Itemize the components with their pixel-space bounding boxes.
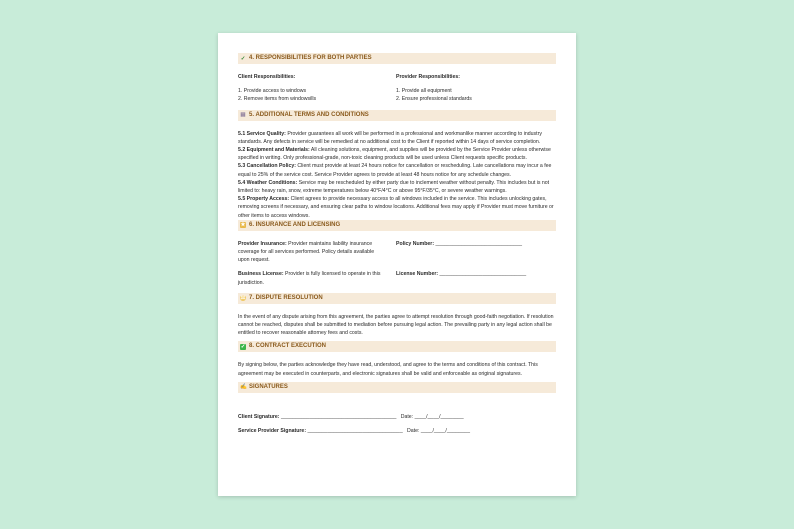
clause-5-2 — [238, 146, 556, 162]
dispute-resolution-text: In the event of any dispute arising from this agreement, the parties agree to attempt resolution through good-faith negotiation. If resolution cannot be reached, disputes shall be submitted to mediation before pursuing legal action. The prevailing party in any legal action shall be entitled to recover reasonable attorney fees and costs. — [238, 313, 554, 337]
provider-responsibilities — [396, 73, 554, 104]
policy-number-blank[interactable]: ______________________________ — [435, 240, 523, 247]
scale-icon: ⚖ — [240, 295, 246, 302]
clause-5-2-heading: 5.2 Equipment and Materials: — [238, 147, 310, 154]
client-date-label: Date: — [400, 413, 414, 420]
clause-5-5-heading: 5.5 Property Access: — [238, 196, 290, 203]
clause-5-4 — [238, 179, 556, 195]
pen-icon: ✍ — [240, 384, 247, 391]
responsibilities-columns — [238, 73, 556, 104]
policy-number-label: Policy Number: — [396, 240, 435, 247]
section-6-title: 6. INSURANCE AND LICENSING — [249, 221, 341, 228]
client-signature-line[interactable] — [238, 413, 556, 421]
license-info — [238, 270, 396, 286]
provider-signature-label: Service Provider Signature: — [238, 428, 307, 435]
insurance-row — [238, 240, 556, 265]
business-license-text: Provider is fully licensed to operate in this jurisdiction. — [238, 271, 381, 286]
client-signature-label: Client Signature: — [238, 413, 280, 420]
section-7-title: 7. DISPUTE RESOLUTION — [249, 294, 323, 301]
policy-number-field[interactable] — [396, 240, 554, 265]
clause-5-3-text: Client must provide at least 24 hours notice for cancellation or rescheduling. Late cancellations may incur a fee equal to 25% of the service cost. Service Provider agrees to provide at least 48 hours notice for any schedule changes. — [238, 163, 552, 178]
section-8-header — [238, 341, 556, 352]
clause-5-5-text: Client agrees to provide necessary access to all windows included in the service. This includes unlocking gates, removing screens if necessary, and ensuring clear paths to window locations. Additional fees may apply if Provider must move furniture or other items to access windows. — [238, 196, 554, 219]
provider-date-label: Date: — [407, 428, 420, 435]
provider-signature-blank[interactable]: _________________________________ — [307, 428, 403, 435]
clause-5-4-text: Service may be rescheduled by either party due to inclement weather without penalty. This includes but is not limited to: heavy rain, snow, extreme temperatures below 40°F/4°C or above 95°F/35°C, or severe weather warnings. — [238, 179, 550, 195]
shield-icon: ★ — [240, 222, 246, 229]
client-signature-blank[interactable]: ________________________________________ — [280, 413, 397, 420]
insurance-info — [238, 240, 396, 265]
signatures-header — [238, 382, 556, 393]
provider-insurance-heading: Provider Insurance: — [238, 240, 287, 247]
provider-insurance-text: Provider maintains liability insurance coverage for all services performed. Policy details available upon request. — [238, 240, 375, 264]
section-6-header — [238, 220, 556, 231]
business-license-heading: Business License: — [238, 271, 284, 278]
client-date-blank[interactable]: ____/____/________ — [414, 413, 464, 420]
license-number-blank[interactable]: ______________________________ — [439, 271, 527, 278]
section-4-title: 4. RESPONSIBILITIES FOR BOTH PARTIES — [249, 55, 372, 61]
clause-5-4-heading: 5.4 Weather Conditions: — [238, 179, 298, 186]
provider-insurance — [238, 240, 386, 265]
clause-5-1 — [238, 130, 556, 146]
client-responsibilities-heading: Client Responsibilities: — [238, 74, 296, 80]
clause-5-3-heading: 5.3 Cancellation Policy: — [238, 163, 296, 170]
provider-responsibilities-heading: Provider Responsibilities: — [396, 74, 460, 80]
client-item-2: 2. Remove items from windowsills — [238, 96, 317, 103]
license-row — [238, 270, 556, 286]
provider-signature-line[interactable] — [238, 427, 556, 435]
client-responsibilities — [238, 73, 396, 104]
license-number-label: License Number: — [396, 271, 439, 278]
check-icon: ✓ — [240, 55, 246, 62]
checkbox-icon: ✓ — [240, 343, 246, 350]
section-5-title: 5. ADDITIONAL TERMS AND CONDITIONS — [249, 111, 369, 118]
clause-5-5 — [238, 195, 556, 220]
license-number-field[interactable] — [396, 270, 554, 286]
document-page — [218, 33, 576, 496]
clause-5-2-text: All cleaning solutions, equipment, and supplies will be provided by the Service Provider unless otherwise specified in writing. Only professional-grade, non-toxic cleaning products will be used unless Client requests specific products. — [238, 147, 551, 162]
provider-date-blank[interactable]: ____/____/________ — [420, 428, 470, 435]
clause-5-1-text: Provider guarantees all work will be performed in a professional and workmanlike manner according to industry standards. Any defects in service will be remedied at no additional cost to the Client if reported within 14 days of service completion. — [238, 130, 542, 145]
signatures-title: SIGNATURES — [249, 383, 288, 390]
section-4-header — [238, 53, 556, 64]
clause-5-3 — [238, 162, 556, 178]
section-8-title: 8. CONTRACT EXECUTION — [249, 343, 327, 350]
contract-execution-text: By signing below, the parties acknowledge they have read, understood, and agree to the terms and conditions of this contract. This agreement may be executed in counterparts, and electronic signatures shall be valid and enforceable as original signatures. — [238, 362, 538, 377]
clause-5-1-heading: 5.1 Service Quality: — [238, 130, 286, 137]
section-5-header — [238, 110, 556, 121]
business-license — [238, 270, 386, 286]
provider-item-2: 2. Ensure professional standards — [396, 96, 472, 103]
clipboard-icon: ▤ — [240, 112, 246, 119]
section-7-header — [238, 293, 556, 304]
client-item-1: 1. Provide access to windows — [238, 88, 307, 95]
provider-item-1: 1. Provide all equipment — [396, 88, 452, 95]
